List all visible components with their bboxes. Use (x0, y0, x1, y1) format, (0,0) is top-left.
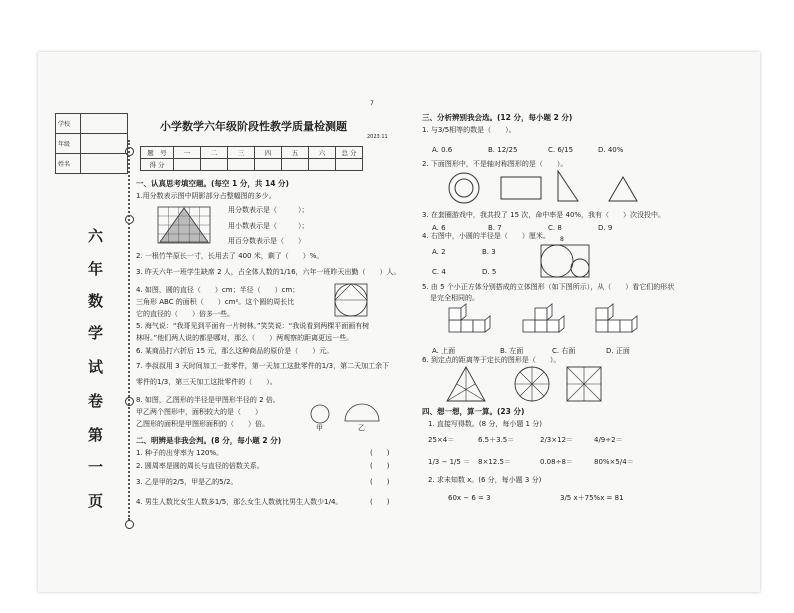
name-label: 姓名 (56, 154, 81, 174)
page-title: 小学数学六年级阶段性教学质量检测题 (160, 120, 347, 133)
score-cell[interactable] (228, 159, 255, 171)
score-row-label: 得 分 (141, 159, 174, 171)
circle-with-diameters-figure (514, 366, 550, 402)
choice-4-dimension: 8 (560, 236, 564, 243)
vertical-title-char: 年 (88, 260, 104, 278)
choice-5a: 5. 由 5 个小正方体分别搭成的立体图形（如下图所示），从（ ）看它们的形状 (422, 283, 675, 291)
equation-1: 60x − 6 = 3 (448, 494, 491, 502)
score-table (140, 146, 363, 171)
triangle-with-lines-figure (446, 366, 486, 402)
score-header: 一 (174, 147, 201, 159)
choice-5-option-b[interactable]: B. 左面 (500, 347, 524, 355)
choice-4: 4. 右图中，小圆的半径是（ ）厘米。 (422, 232, 550, 240)
choice-4-option-b[interactable]: B. 3 (482, 248, 496, 256)
judge-3-answer[interactable]: ( ) (370, 478, 390, 486)
question-3: 3. 昨天六年一班学生缺席 2 人，占全体人数的1/16，六年一班昨天出勤（ ）人。 (136, 268, 401, 276)
judge-3: 3. 乙是甲的2/5，甲是乙的5/2。 (136, 478, 238, 486)
calc-1-item: 2/3×12＝ (540, 436, 574, 444)
choice-3-option-a[interactable]: A. 6 (432, 224, 446, 232)
square-with-lines-figure (566, 366, 602, 402)
judge-2: 2. 圆周率是圆的周长与直径的倍数关系。 (136, 462, 264, 470)
question-4b: 三角形 ABC 的面积（ ）cm²。这个圆的周长比 (136, 298, 295, 306)
choice-5b: 是完全相同的。 (430, 294, 479, 302)
choice-3-option-b[interactable]: B. 7 (488, 224, 502, 232)
semicircle-yi-figure (344, 402, 380, 422)
score-header: 五 (282, 147, 309, 159)
calc-2-instruction: 2. 求未知数 x。(6 分，每小题 3 分) (428, 476, 542, 484)
score-header: 题 号 (141, 147, 174, 159)
calc-1-item: 80%×5/4＝ (594, 458, 634, 466)
choice-5-option-a[interactable]: A. 上面 (432, 347, 456, 355)
parallelogram-figure (500, 176, 542, 200)
section-3-heading: 三、分析辨别我会选。(12 分，每小题 2 分) (422, 113, 573, 122)
vertical-title-char: 一 (88, 458, 104, 476)
judge-1: 1. 种子的出芽率为 120%。 (136, 449, 224, 457)
choice-1-option-d[interactable]: D. 40% (598, 146, 624, 154)
shaded-triangle-figure (158, 207, 210, 243)
choice-1: 1. 与3/5相等的数是（ ）。 (422, 126, 516, 134)
grade-field[interactable] (81, 134, 128, 154)
question-7a: 7. 李叔叔用 3 天时间加工一批零件，第一天加工这批零件的1/3，第二天加工余下 (136, 362, 390, 370)
vertical-title-char: 页 (88, 492, 104, 510)
school-label: 学校 (56, 114, 81, 134)
student-info-table (55, 113, 128, 174)
question-4a: 4. 如图，圆的直径（ ）cm；半径（ ）cm； (136, 286, 300, 294)
score-header: 总 分 (336, 147, 363, 159)
score-cell[interactable] (174, 159, 201, 171)
question-7b: 零件的1/3，第三天加工这批零件的（ ）。 (136, 378, 277, 386)
judge-4: 4. 男生人数比女生人数多1/5，那么女生人数就比男生人数少1/4。 (136, 498, 343, 506)
name-field[interactable] (81, 154, 128, 174)
question-8a: 8. 如图，乙图形的半径是甲图形半径的 2 倍。 (136, 396, 280, 404)
score-cell[interactable] (309, 159, 336, 171)
circle-triangle-figure (334, 283, 368, 317)
question-6: 6. 某商品打六折后 15 元，那么这种商品的原价是（ ）元。 (136, 347, 334, 355)
choice-4-option-d[interactable]: D. 5 (482, 268, 497, 276)
ring-figure (448, 172, 480, 204)
calc-1-item: 0.08÷8＝ (540, 458, 573, 466)
cube-stack-figure-3 (595, 304, 641, 334)
section-2-heading: 二、明辨是非我会判。(8 分，每小题 2 分) (136, 436, 282, 445)
vertical-title-char: 第 (88, 426, 104, 444)
cut-line (128, 140, 132, 520)
choice-3: 3. 在套圈游戏中，我共投了 15 次，命中率是 40%，我有（ ）次没投中。 (422, 211, 666, 219)
choice-4-option-c[interactable]: C. 4 (432, 268, 446, 276)
judge-4-answer[interactable]: ( ) (370, 498, 390, 506)
choice-4-option-a[interactable]: A. 2 (432, 248, 446, 256)
grade-label: 年级 (56, 134, 81, 154)
date-label: 2023.11 (367, 134, 388, 140)
page-mark: 7 (370, 100, 374, 107)
score-cell[interactable] (282, 159, 309, 171)
judge-2-answer[interactable]: ( ) (370, 462, 390, 470)
judge-1-answer[interactable]: ( ) (370, 449, 390, 457)
circles-in-rectangle-figure (540, 244, 590, 278)
vertical-title-char: 学 (88, 324, 104, 342)
vertical-title-char: 卷 (88, 392, 104, 410)
choice-1-option-a[interactable]: A. 0.6 (432, 146, 453, 154)
choice-3-option-d[interactable]: D. 9 (598, 224, 613, 232)
school-field[interactable] (81, 114, 128, 134)
calc-1-item: 6.5＋3.5＝ (478, 436, 515, 444)
question-2: 2. 一根竹竿原长一寸，长用去了 400 米，剩了（ ）%。 (136, 252, 324, 260)
choice-3-option-c[interactable]: C. 8 (548, 224, 562, 232)
choice-1-option-b[interactable]: B. 12/25 (488, 146, 518, 154)
score-header: 三 (228, 147, 255, 159)
question-1b: 用小数表示是（ ）； (228, 222, 309, 230)
score-header: 六 (309, 147, 336, 159)
circle-jia-figure (310, 404, 330, 424)
score-header: 二 (201, 147, 228, 159)
question-8b: 甲乙两个图形中，面积较大的是（ ） (136, 408, 262, 416)
section-1-heading: 一、认真思考填空题。(每空 1 分，共 14 分) (136, 179, 289, 188)
right-triangle-figure (556, 170, 580, 202)
choice-2: 2. 下面图形中，不是轴对称图形的是（ ）。 (422, 160, 568, 168)
calc-1-item: 25×4＝ (428, 436, 455, 444)
score-cell[interactable] (336, 159, 363, 171)
question-8c: 乙图形的面积是甲图形面积的（ ）倍。 (136, 420, 269, 428)
choice-5-option-c[interactable]: C. 右面 (552, 347, 576, 355)
calc-1-item: 4/9÷2＝ (594, 436, 623, 444)
choice-6: 6. 到定点的距离等于定长的图形是（ ）。 (422, 356, 561, 364)
label-yi: 乙 (358, 424, 365, 432)
cube-stack-figure-2 (522, 304, 568, 334)
question-1a: 用分数表示是（ ）； (228, 206, 309, 214)
equation-2: 3/5 x＋75%x = 81 (560, 494, 624, 502)
binding-hole (125, 520, 134, 529)
calc-1-item: 1/3 − 1/5 ＝ (428, 458, 471, 466)
vertical-title-char: 数 (88, 292, 104, 310)
question-1: 1.用分数表示图中阴影部分占整幅图的多少。 (136, 192, 276, 200)
choice-1-option-c[interactable]: C. 6/15 (548, 146, 574, 154)
vertical-title-char: 试 (88, 358, 104, 376)
section-4-heading: 四、想一想，算一算。(23 分) (422, 407, 525, 416)
vertical-title-char: 六 (88, 227, 104, 245)
calc-1-instruction: 1. 直接写得数。(8 分，每小题 1 分) (428, 420, 542, 428)
label-jia: 甲 (316, 424, 323, 432)
question-4c: 它的直径的（ ）倍多一些。 (136, 310, 234, 318)
cube-stack-figure-1 (448, 306, 494, 334)
choice-5-option-d[interactable]: D. 正面 (606, 347, 630, 355)
score-cell[interactable] (255, 159, 282, 171)
question-1c: 用百分数表示是（ ） (228, 237, 305, 245)
question-5a: 5. 海气说：“我哥见到平面有一片树林。”笑笑说：“我说看到两棵平面画有树 (136, 322, 370, 330)
equilateral-triangle-figure (608, 176, 638, 202)
question-5b: 林呀。”他们两人说的都是哪对，那么（ ）两观察的距离更远一些。 (136, 334, 354, 342)
score-cell[interactable] (201, 159, 228, 171)
calc-1-item: 8×12.5＝ (478, 458, 511, 466)
score-header: 四 (255, 147, 282, 159)
